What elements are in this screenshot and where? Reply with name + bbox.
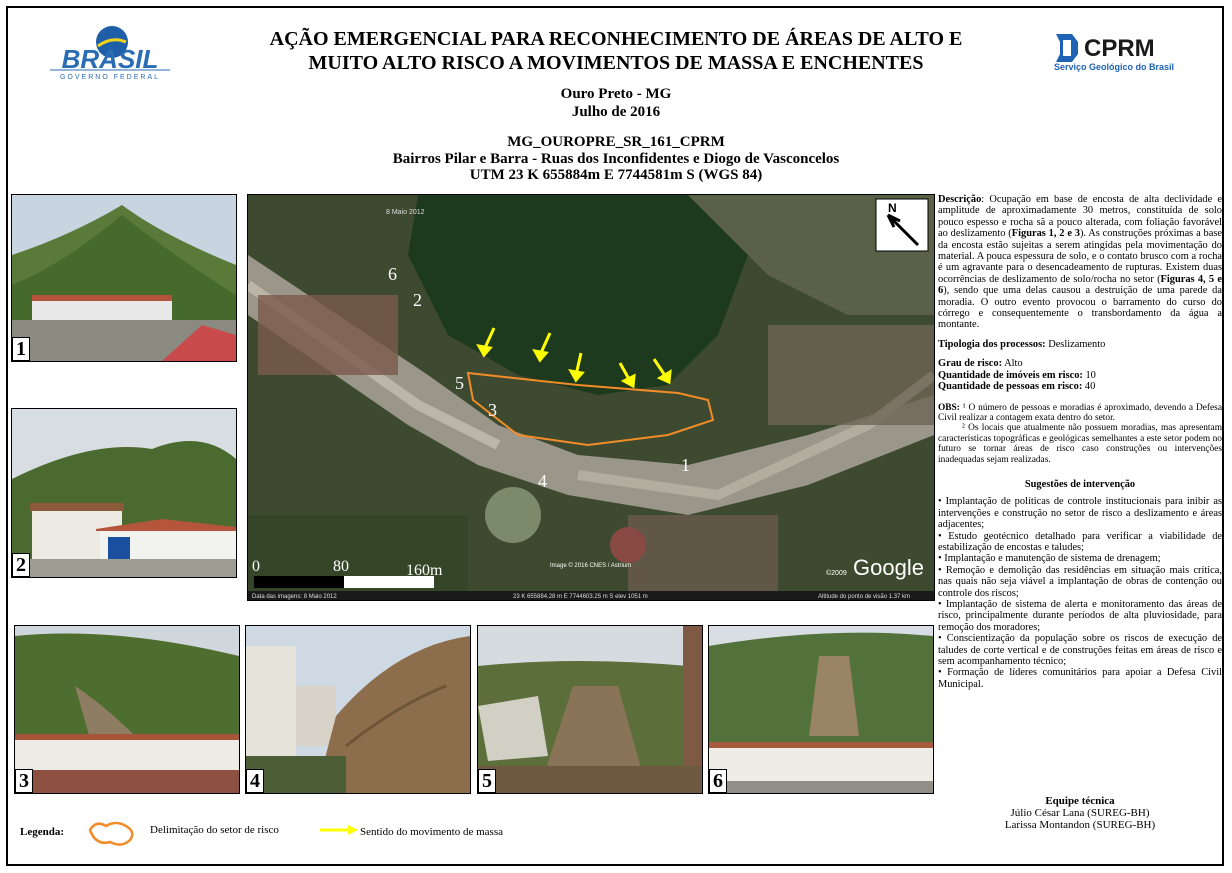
- photo-4: [245, 625, 471, 794]
- map-label-3: 3: [488, 400, 497, 420]
- location-line: Ouro Preto - MG: [560, 86, 672, 102]
- obs-note: OBS: ¹ O número de pessoas e moradias é aproximado, devendo a Defesa Civil realizar a contagem exata dentro do setor. ² Os locais que atualmente não possuem moradias, mas apresentam características topográficas e geológicas semelhantes a este setor podem no futuro se tornar áreas de risco caso construções ou intervenções inadequadas sejam realizadas.: [938, 402, 1222, 465]
- cprm-logo: [1050, 28, 1190, 72]
- legend-arrow-text: Sentido do movimento de massa: [360, 826, 503, 838]
- photo-number: 5: [478, 769, 496, 793]
- suggestions-list: [938, 496, 1222, 690]
- map-label-4: 4: [538, 471, 547, 491]
- team-title: Equipe técnica: [1045, 795, 1115, 807]
- image-credit: Image © 2016 CNES / Astrium: [550, 563, 632, 569]
- map-label-6: 6: [388, 264, 397, 284]
- photo-5: [477, 625, 703, 794]
- suggestion-item: • Formação de líderes comunitários para apoiar a Defesa Civil Municipal.: [938, 667, 1222, 690]
- sector-code: MG_OUROPRE_SR_161_CPRM: [507, 134, 725, 150]
- title-line-2: MUITO ALTO RISCO A MOVIMENTOS DE MASSA E ENCHENTES: [308, 52, 924, 74]
- photo-number: 4: [246, 769, 264, 793]
- suggestion-item: • Estudo geotécnico detalhado para verificar a viabilidade de estabilização de encostas e taludes;: [938, 530, 1222, 553]
- suggestion-item: • Implantação de políticas de controle institucionais para inibir as intervenções e construção no setor de risco a deslizamento e áreas adjacentes;: [938, 496, 1222, 531]
- map-top-date: 8 Maio 2012: [386, 209, 425, 216]
- team-member: Júlio César Lana (SUREG-BH): [1010, 807, 1150, 819]
- document-title: [220, 27, 1012, 75]
- coords-line: UTM 23 K 655884m E 7744581m S (WGS 84): [469, 167, 763, 183]
- suggestion-item: • Conscientização da população sobre os riscos de execução de taludes de corte vertical e de construções feitas em áreas de risco e sem acompanhamento técnico;: [938, 633, 1222, 668]
- photo-number: 2: [12, 553, 30, 577]
- description-panel: [938, 194, 1222, 690]
- map-label-5: 5: [455, 373, 464, 393]
- scale-zero: 0: [252, 558, 260, 575]
- legend-sector-text: Delimitação do setor de risco: [150, 824, 279, 836]
- scale-end: 160m: [406, 562, 443, 579]
- map-label-2: 2: [413, 290, 422, 310]
- brasil-logo-text: BRASIL: [61, 44, 159, 74]
- suggestion-item: • Remoção e demolição das residências em situação mais crítica, nas quais não seja viável a implantação de obras de contenção ou controle dos riscos;: [938, 564, 1222, 599]
- brasil-logo: [40, 20, 180, 82]
- google-watermark: Google: [853, 555, 924, 580]
- brasil-logo-subtext: GOVERNO FEDERAL: [59, 74, 161, 81]
- suggestions-title: Sugestões de intervenção: [1024, 478, 1136, 490]
- cprm-logo-text: CPRM: [1084, 35, 1155, 62]
- photo-number: 6: [709, 769, 727, 793]
- photo-6: [708, 625, 934, 794]
- neighborhood-line: Bairros Pilar e Barra - Ruas dos Inconfidentes e Diogo de Vasconcelos: [392, 151, 840, 167]
- tipologia: Tipologia dos processos: Deslizamento: [938, 338, 1106, 350]
- photo-3: [14, 625, 240, 794]
- map-footer-left: Data das imagens: 8 Maio 2012: [252, 594, 337, 600]
- photo-number: 1: [12, 337, 30, 361]
- legend-label: Legenda:: [20, 826, 64, 838]
- sector-outline-symbol: [86, 818, 138, 848]
- map-footer-mid: 23 K 655884.28 m E 7744603.25 m S elev 1051 m: [513, 594, 648, 600]
- map-footer-right: Altitude do ponto de visão 1.37 km: [818, 594, 911, 600]
- title-line-1: AÇÃO EMERGENCIAL PARA RECONHECIMENTO DE ÁREAS DE ALTO E: [269, 28, 963, 50]
- team-member: Larissa Montandon (SUREG-BH): [1004, 819, 1156, 831]
- map-copyright: ©2009: [826, 570, 847, 577]
- risk-info: Grau de risco: Alto Quantidade de imóveis em risco: 10 Quantidade de pessoas em risco: 40: [938, 358, 1096, 393]
- description: Descrição: Ocupação em base de encosta de alta declividade e amplitude de aproximadamente 30 metros, constituída de solo pouco espesso e rocha sã a pouco alterada, com foliação favorável ao deslizamento (Figuras 1, 2 e 3). As construções próximas a base da encosta estão sujeitas a serem atingidas pela movimentação do material. A pouca espessura de solo, e o contato brusco com a rocha é um agravante para o desencadeamento de rupturas. Existem duas ocorrências de deslizamento de solo/rocha no setor (Figuras 4, 5 e 6), sendo que uma delas causou a destruição de uma parede da moradia. O outro evento provocou o barramento do curso do córrego e consequentemente o transbordamento da água a montante.: [938, 194, 1222, 331]
- satellite-map: [247, 194, 935, 601]
- photo-1: [11, 194, 237, 362]
- map-label-1: 1: [681, 455, 690, 475]
- suggestion-item: • Implantação de sistema de alerta e monitoramento das áreas de risco, principalmente durante períodos de alta pluviosidade, para remoção dos moradores;: [938, 599, 1222, 633]
- svg-text:N: N: [888, 201, 897, 215]
- scale-mid: 80: [333, 558, 349, 575]
- cprm-logo-subtext: Serviço Geológico do Brasil: [1054, 62, 1175, 72]
- photo-2: [11, 408, 237, 578]
- photo-number: 3: [15, 769, 33, 793]
- arrow-symbol: [320, 824, 360, 836]
- technical-team: [960, 795, 1200, 831]
- date-line: Julho de 2016: [571, 104, 661, 120]
- north-arrow: [876, 199, 928, 251]
- suggestion-item: • Implantação e manutenção de sistema de drenagem;: [938, 553, 1161, 565]
